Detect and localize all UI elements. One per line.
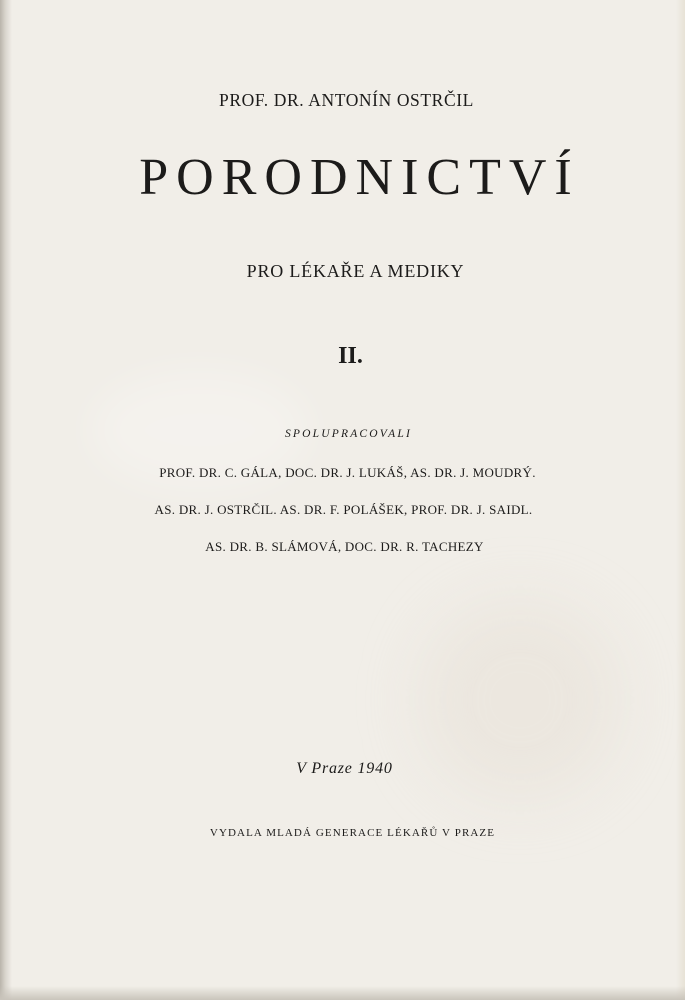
- publisher-imprint: VYDALA MLADÁ GENERACE LÉKAŘŮ V PRAZE: [209, 827, 496, 839]
- book-title: PORODNICTVÍ: [139, 149, 580, 206]
- volume-number: II.: [338, 343, 363, 369]
- collaborators-line: AS. DR. J. OSTRČIL. AS. DR. F. POLÁŠEK, PROF. DR. J. SAIDL.: [154, 502, 533, 517]
- collaborators-heading: SPOLUPRACOVALI: [284, 428, 413, 440]
- collaborators-line: PROF. DR. C. GÁLA, DOC. DR. J. LUKÁŠ, AS. DR. J. MOUDRÝ.: [159, 465, 536, 480]
- author-name: PROF. DR. ANTONÍN OSTRČIL: [219, 90, 474, 110]
- collaborators-line: AS. DR. B. SLÁMOVÁ, DOC. DR. R. TACHEZY: [205, 539, 484, 554]
- place-and-year: V Praze 1940: [296, 760, 393, 777]
- book-subtitle: PRO LÉKAŘE A MEDIKY: [246, 261, 465, 281]
